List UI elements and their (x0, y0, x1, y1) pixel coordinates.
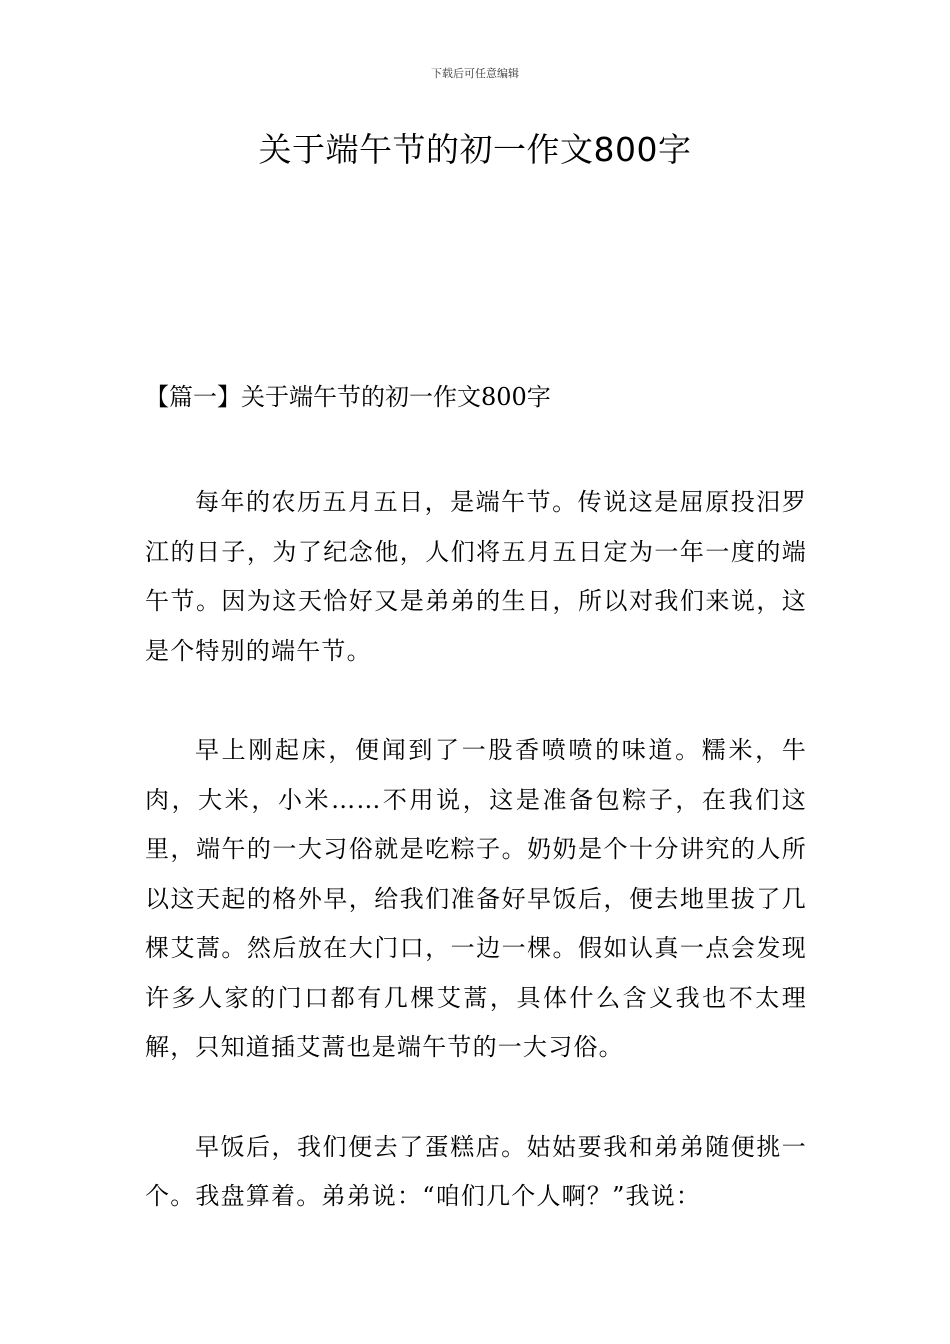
paragraph-2: 早上刚起床，便闻到了一股香喷喷的味道。糯米，牛肉，大米，小米……不用说，这是准备包粽子，在我们这里，端午的一大习俗就是吃粽子。奶奶是个十分讲究的人所以这天起的格外早，给我们准备好早饭后，便去地里拔了几棵艾蒿。然后放在大门口，一边一棵。假如认真一点会发现许多人家的门口都有几棵艾蒿，具体什么含义我也不太理解，只知道插艾蒿也是端午节的一大习俗。 (145, 736, 807, 1061)
section-heading: 【篇一】关于端午节的初一作文800字 (145, 383, 551, 411)
header-note: 下载后可任意编辑 (431, 67, 519, 80)
document-title: 关于端午节的初一作文800字 (258, 130, 692, 169)
paragraph-3: 早饭后，我们便去了蛋糕店。姑姑要我和弟弟随便挑一个。我盘算着。弟弟说：“咱们几个人啊？”我说： (145, 1132, 807, 1210)
article-body (145, 478, 807, 1272)
paragraph-1: 每年的农历五月五日，是端午节。传说这是屈原投汨罗江的日子，为了纪念他，人们将五月五日定为一年一度的端午节。因为这天恰好又是弟弟的生日，所以对我们来说，这是个特别的端午节。 (145, 488, 807, 665)
